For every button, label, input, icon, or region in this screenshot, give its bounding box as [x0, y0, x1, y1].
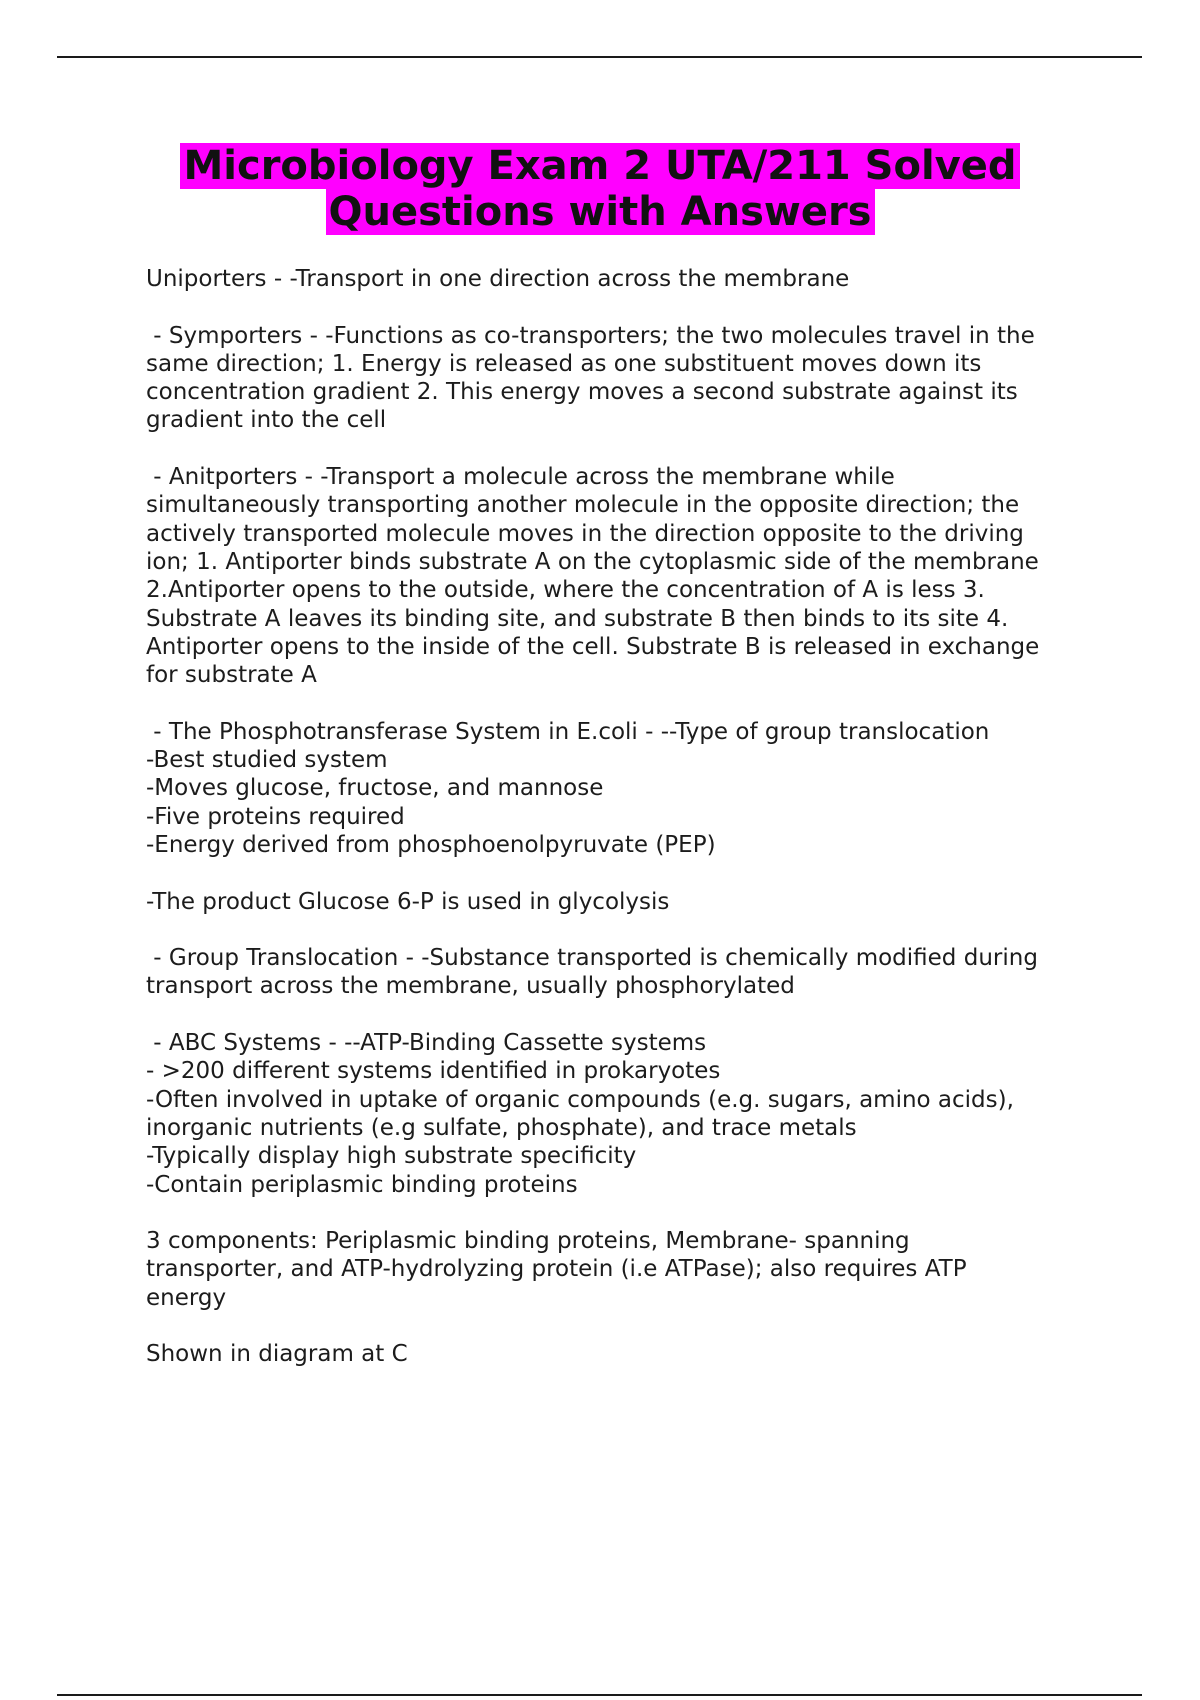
bottom-divider: [57, 1694, 1142, 1696]
entry-line: Shown in diagram at C: [146, 1341, 408, 1368]
top-divider: [57, 56, 1142, 58]
entry-line: inorganic nutrients (e.g sulfate, phosphate), and trace metals: [146, 1114, 857, 1141]
entry-line: - The Phosphotransferase System in E.coli - --Type of group translocation: [146, 718, 990, 745]
qa-entry: [146, 1227, 1096, 1312]
entry-line: -Best studied system: [146, 747, 388, 774]
document-title: [100, 143, 1100, 235]
entry-line: -Often involved in uptake of organic compounds (e.g. sugars, amino acids),: [146, 1086, 1014, 1113]
qa-entry: [146, 1029, 1096, 1199]
entry-line: -Five proteins required: [146, 803, 405, 830]
title-line-2: Questions with Answers: [326, 189, 875, 235]
entry-line: Uniporters - -Transport in one direction across the membrane: [146, 266, 850, 292]
qa-entry: [146, 265, 1096, 293]
entry-line: Antiporter opens to the inside of the cell. Substrate B is released in exchange: [146, 633, 1040, 660]
entry-line: -The product Glucose 6-P is used in glycolysis: [146, 888, 670, 915]
entry-line: for substrate A: [146, 662, 317, 689]
document-body: [146, 265, 1096, 1397]
entry-line: -Contain periplasmic binding proteins: [146, 1171, 578, 1198]
entry-line: - Group Translocation - -Substance transported is chemically modified during: [146, 945, 1038, 972]
entry-line: - Anitporters - -Transport a molecule across the membrane while: [146, 464, 895, 491]
qa-entry: [146, 888, 1096, 916]
qa-entry: [146, 944, 1096, 1001]
entry-line: concentration gradient 2. This energy moves a second substrate against its: [146, 379, 1018, 406]
entry-line: Substrate A leaves its binding site, and substrate B then binds to its site 4.: [146, 605, 1009, 632]
entry-line: same direction; 1. Energy is released as one substituent moves down its: [146, 350, 982, 377]
entry-line: 2.Antiporter opens to the outside, where the concentration of A is less 3.: [146, 577, 985, 604]
entry-line: -Energy derived from phosphoenolpyruvate (PEP): [146, 831, 716, 858]
entry-line: transporter, and ATP-hydrolyzing protein (i.e ATPase); also requires ATP: [146, 1256, 967, 1283]
entry-line: transport across the membrane, usually phosphorylated: [146, 973, 795, 1000]
qa-entry: [146, 1340, 1096, 1368]
qa-entry: [146, 718, 1096, 859]
qa-entry: [146, 322, 1096, 435]
entry-line: - ABC Systems - --ATP-Binding Cassette systems: [146, 1030, 707, 1057]
title-line-1: Microbiology Exam 2 UTA/211 Solved: [180, 143, 1019, 189]
entry-line: - Symporters - -Functions as co-transporters; the two molecules travel in the: [146, 322, 1035, 349]
entry-line: gradient into the cell: [146, 407, 387, 434]
entry-line: -Typically display high substrate specificity: [146, 1143, 637, 1170]
entry-line: energy: [146, 1284, 227, 1311]
entry-line: 3 components: Periplasmic binding proteins, Membrane- spanning: [146, 1228, 910, 1255]
entry-line: actively transported molecule moves in the direction opposite to the driving: [146, 520, 1024, 547]
entry-line: simultaneously transporting another molecule in the opposite direction; the: [146, 492, 1020, 519]
entry-line: -Moves glucose, fructose, and mannose: [146, 775, 604, 802]
entry-line: ion; 1. Antiporter binds substrate A on the cytoplasmic side of the membrane: [146, 548, 1039, 575]
entry-line: - >200 different systems identified in prokaryotes: [146, 1058, 721, 1085]
qa-entry: [146, 463, 1096, 689]
